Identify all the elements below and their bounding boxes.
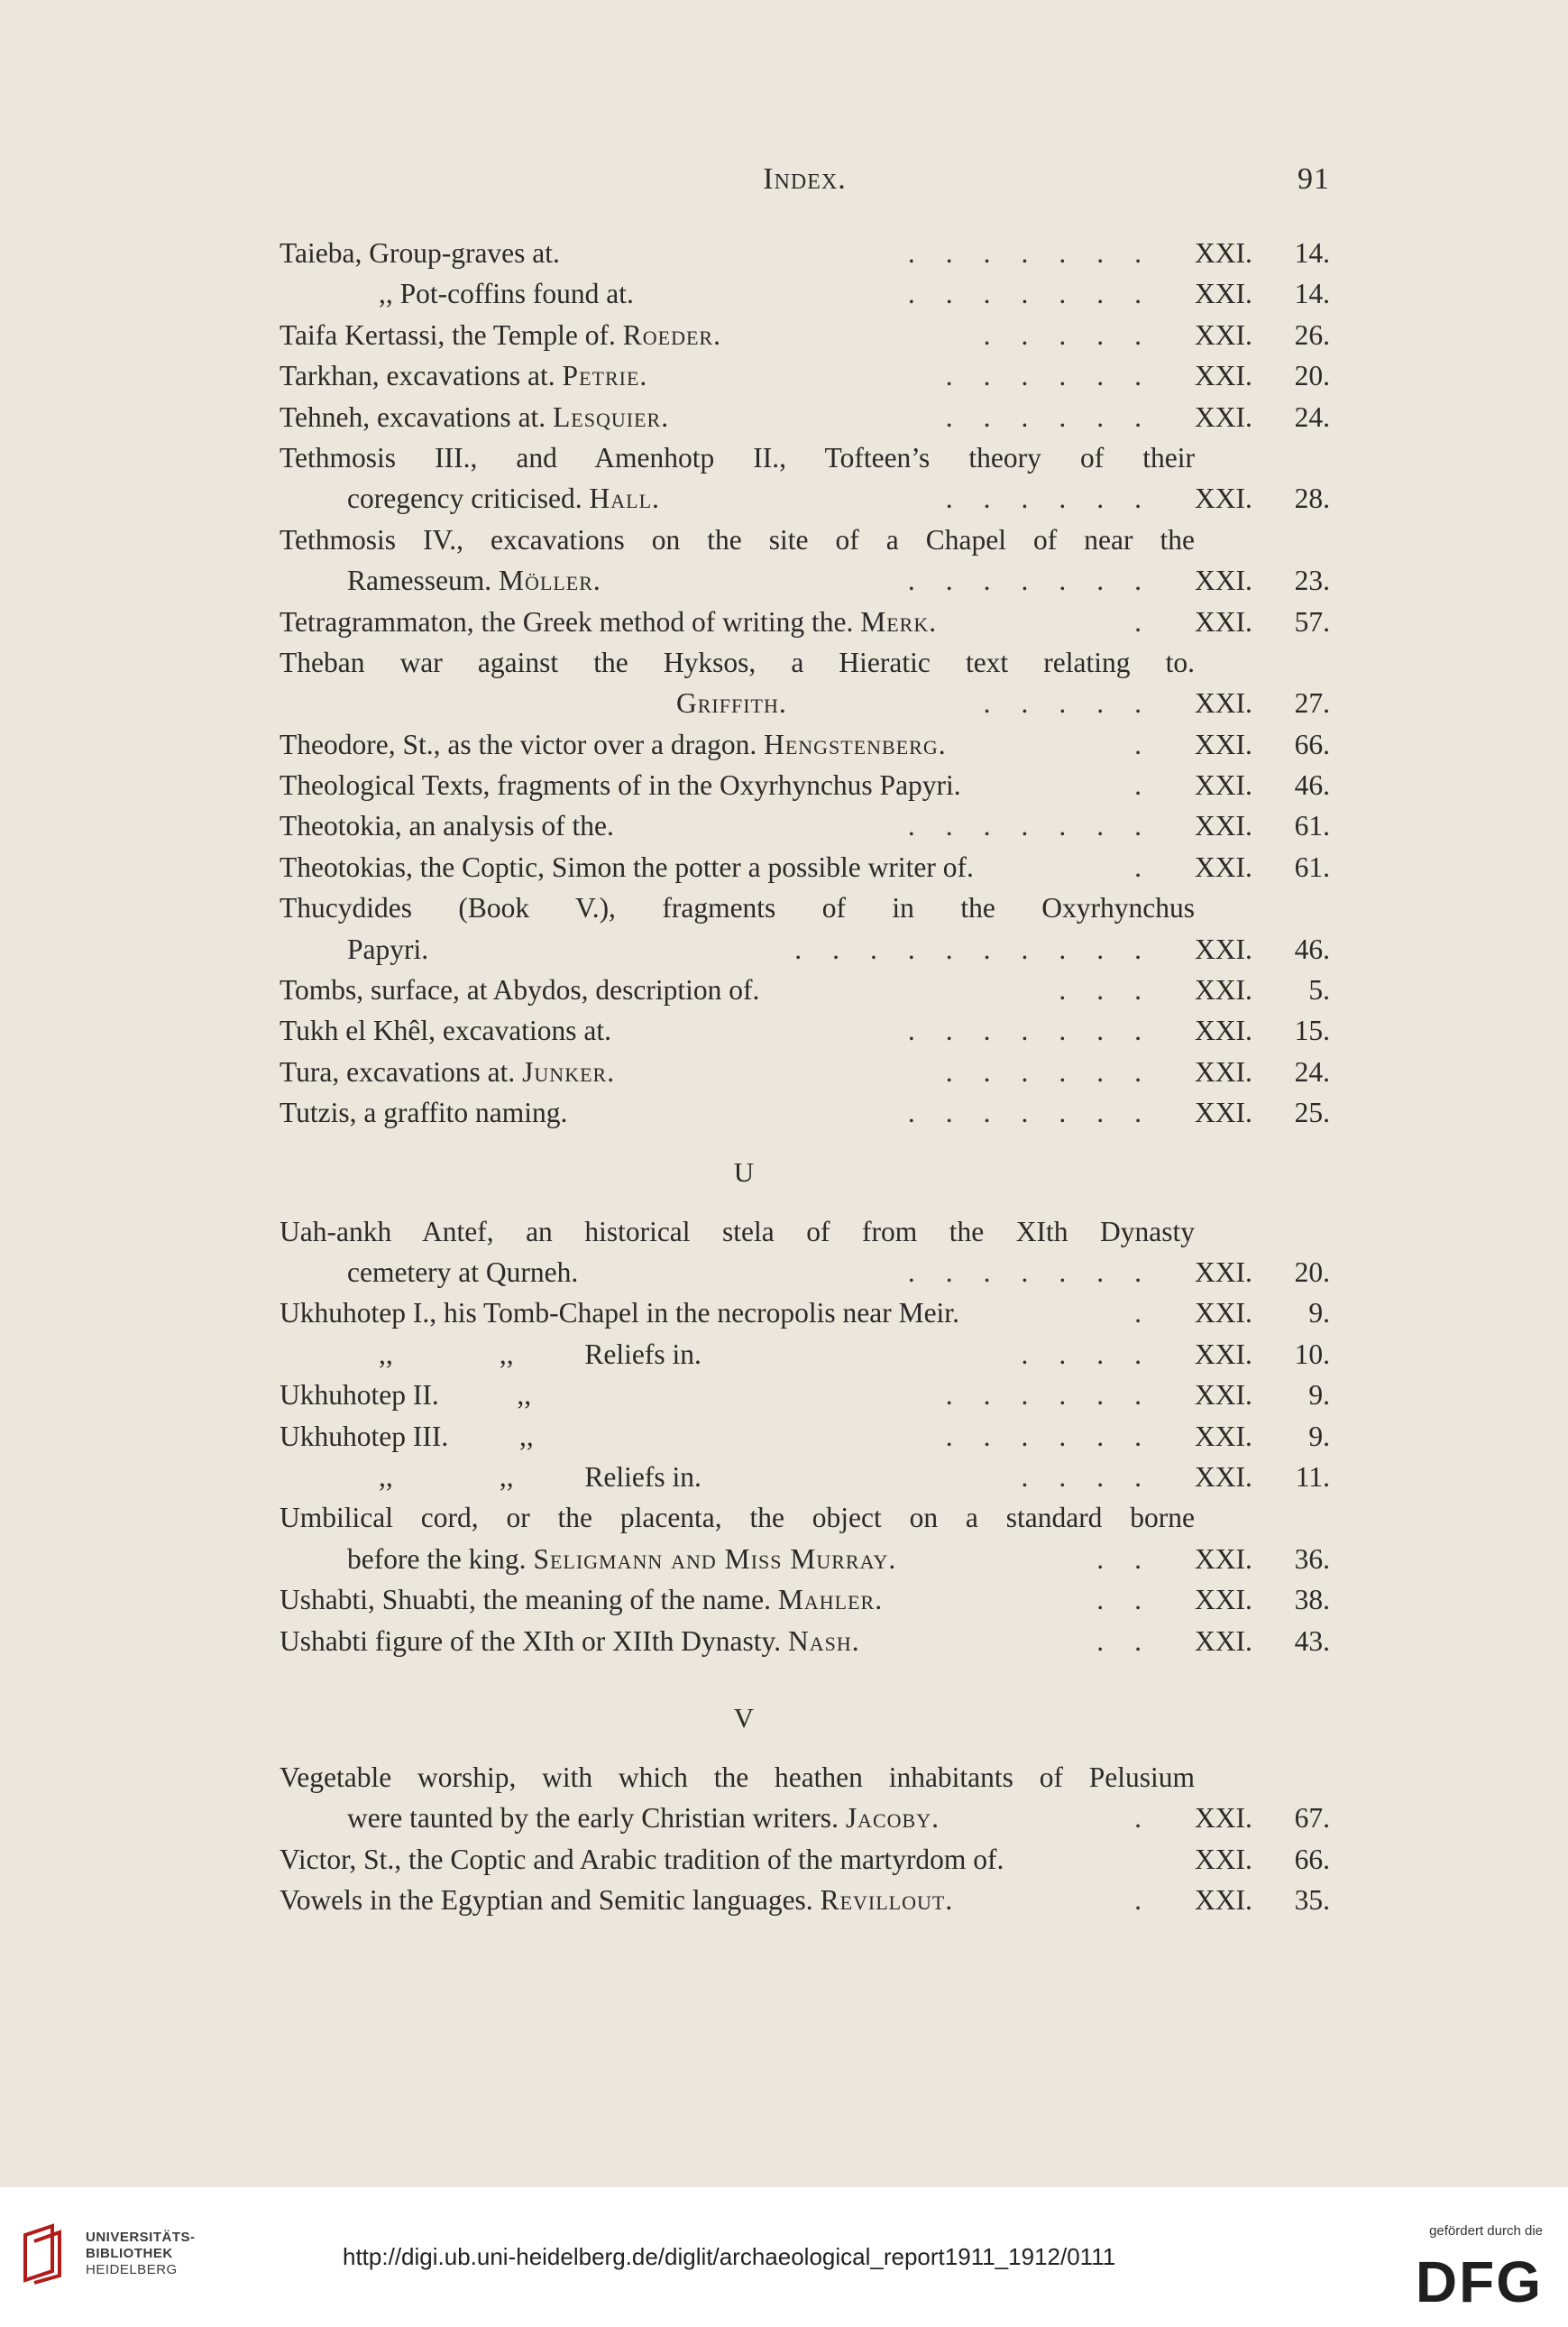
index-entry: Tetragrammaton, the Greek method of writing the. Merk. . XXI. 57. <box>280 605 1330 638</box>
library-name: UNIVERSITÄTS- BIBLIOTHEK HEIDELBERG <box>86 2230 196 2277</box>
dfg-logo: DFG <box>1415 2249 1543 2314</box>
index-entry: Tutzis, a graffito naming. ....... XXI. 25. <box>280 1097 1330 1129</box>
index-entry: Tethmosis III., and Amenhotp II., Tofteen’s theory of their <box>280 441 1195 474</box>
index-entry: ,, ,, Reliefs in. .... XXI. 11. <box>379 1460 1330 1493</box>
index-entry: were taunted by the early Christian writers. Jacoby. . XXI. 67. <box>347 1802 1330 1835</box>
permalink-url[interactable]: http://digi.ub.uni-heidelberg.de/diglit/archaeological_report1911_1912/0111 <box>343 2243 1116 2270</box>
library-logo-icon <box>16 2221 70 2285</box>
index-entry: ,, Pot-coffins found at. ....... XXI. 14. <box>379 278 1330 310</box>
index-entry: Tarkhan, excavations at. Petrie. ...... XXI. 20. <box>280 360 1330 392</box>
index-entry: Griffith. ..... XXI. 27. <box>676 687 1330 720</box>
page-number: 91 <box>1297 162 1330 196</box>
section-letter-u: U <box>733 1155 755 1188</box>
index-entry: Ukhuhotep II. ,, ...... XXI. 9. <box>280 1379 1330 1412</box>
index-entry: Papyri. .......... XXI. 46. <box>347 933 1330 965</box>
index-entry: Ushabti, Shuabti, the meaning of the name. Mahler. .. XXI. 38. <box>280 1584 1330 1616</box>
page-title: Index. <box>763 162 847 196</box>
index-entry: Theological Texts, fragments of in the Oxyrhynchus Papyri. . XXI. 46. <box>280 769 1330 802</box>
index-entry: Tehneh, excavations at. Lesquier. ...... XXI. 24. <box>280 400 1330 433</box>
index-entry: Taifa Kertassi, the Temple of. Roeder. ..... XXI. 26. <box>280 318 1330 351</box>
index-entry: Vowels in the Egyptian and Semitic languages. Revillout. . XXI. 35. <box>280 1884 1330 1917</box>
index-entry: before the king. Seligmann and Miss Murray. .. XXI. 36. <box>347 1542 1330 1575</box>
index-entry: Tukh el Khêl, excavations at. ....... XXI. 15. <box>280 1015 1330 1047</box>
index-entry: cemetery at Qurneh. ....... XXI. 20. <box>347 1255 1330 1288</box>
index-entry: Theotokia, an analysis of the. ....... XXI. 61. <box>280 810 1330 842</box>
footer-bar <box>0 2187 1568 2327</box>
running-head <box>280 162 1330 207</box>
index-entry: Ramesseum. Möller. ....... XXI. 23. <box>347 565 1330 597</box>
index-entry: Ukhuhotep I., his Tomb-Chapel in the necropolis near Meir. . XXI. 9. <box>280 1297 1330 1329</box>
index-entry: Vegetable worship, with which the heathen inhabitants of Pelusium <box>280 1761 1195 1793</box>
section-letter-v: V <box>733 1701 755 1734</box>
index-entry: Taieba, Group-graves at. ....... XXI. 14. <box>280 237 1330 269</box>
index-entry: Tura, excavations at. Junker. ...... XXI. 24. <box>280 1055 1330 1088</box>
index-entry: Tethmosis IV., excavations on the site of a Chapel of near the <box>280 523 1195 556</box>
index-entry: Ushabti figure of the XIth or XIIth Dynasty. Nash. .. XXI. 43. <box>280 1624 1330 1657</box>
index-entry: ,, ,, Reliefs in. .... XXI. 10. <box>379 1338 1330 1370</box>
index-entry: Thucydides (Book V.), fragments of in the Oxyrhynchus <box>280 892 1195 924</box>
index-entry: Tombs, surface, at Abydos, description of. ... XXI. 5. <box>280 974 1330 1007</box>
index-entry: Ukhuhotep III. ,, ...... XXI. 9. <box>280 1420 1330 1452</box>
index-entry: coregency criticised. Hall. ...... XXI. 28. <box>347 483 1330 515</box>
index-entry: Uah-ankh Antef, an historical stela of from the XIth Dynasty <box>280 1215 1195 1247</box>
index-entry: Umbilical cord, or the placenta, the object on a standard borne <box>280 1502 1195 1534</box>
index-entry: Victor, St., the Coptic and Arabic tradition of the martyrdom of. XXI. 66. <box>280 1843 1330 1875</box>
funding-note: gefördert durch die <box>1429 2223 1543 2239</box>
index-entries <box>280 233 1339 1920</box>
index-entry: Theotokias, the Coptic, Simon the potter a possible writer of. . XXI. 61. <box>280 851 1330 883</box>
index-entry: Theban war against the Hyksos, a Hieratic text relating to. <box>280 646 1195 678</box>
index-entry: Theodore, St., as the victor over a dragon. Hengstenberg. . XXI. 66. <box>280 728 1330 760</box>
